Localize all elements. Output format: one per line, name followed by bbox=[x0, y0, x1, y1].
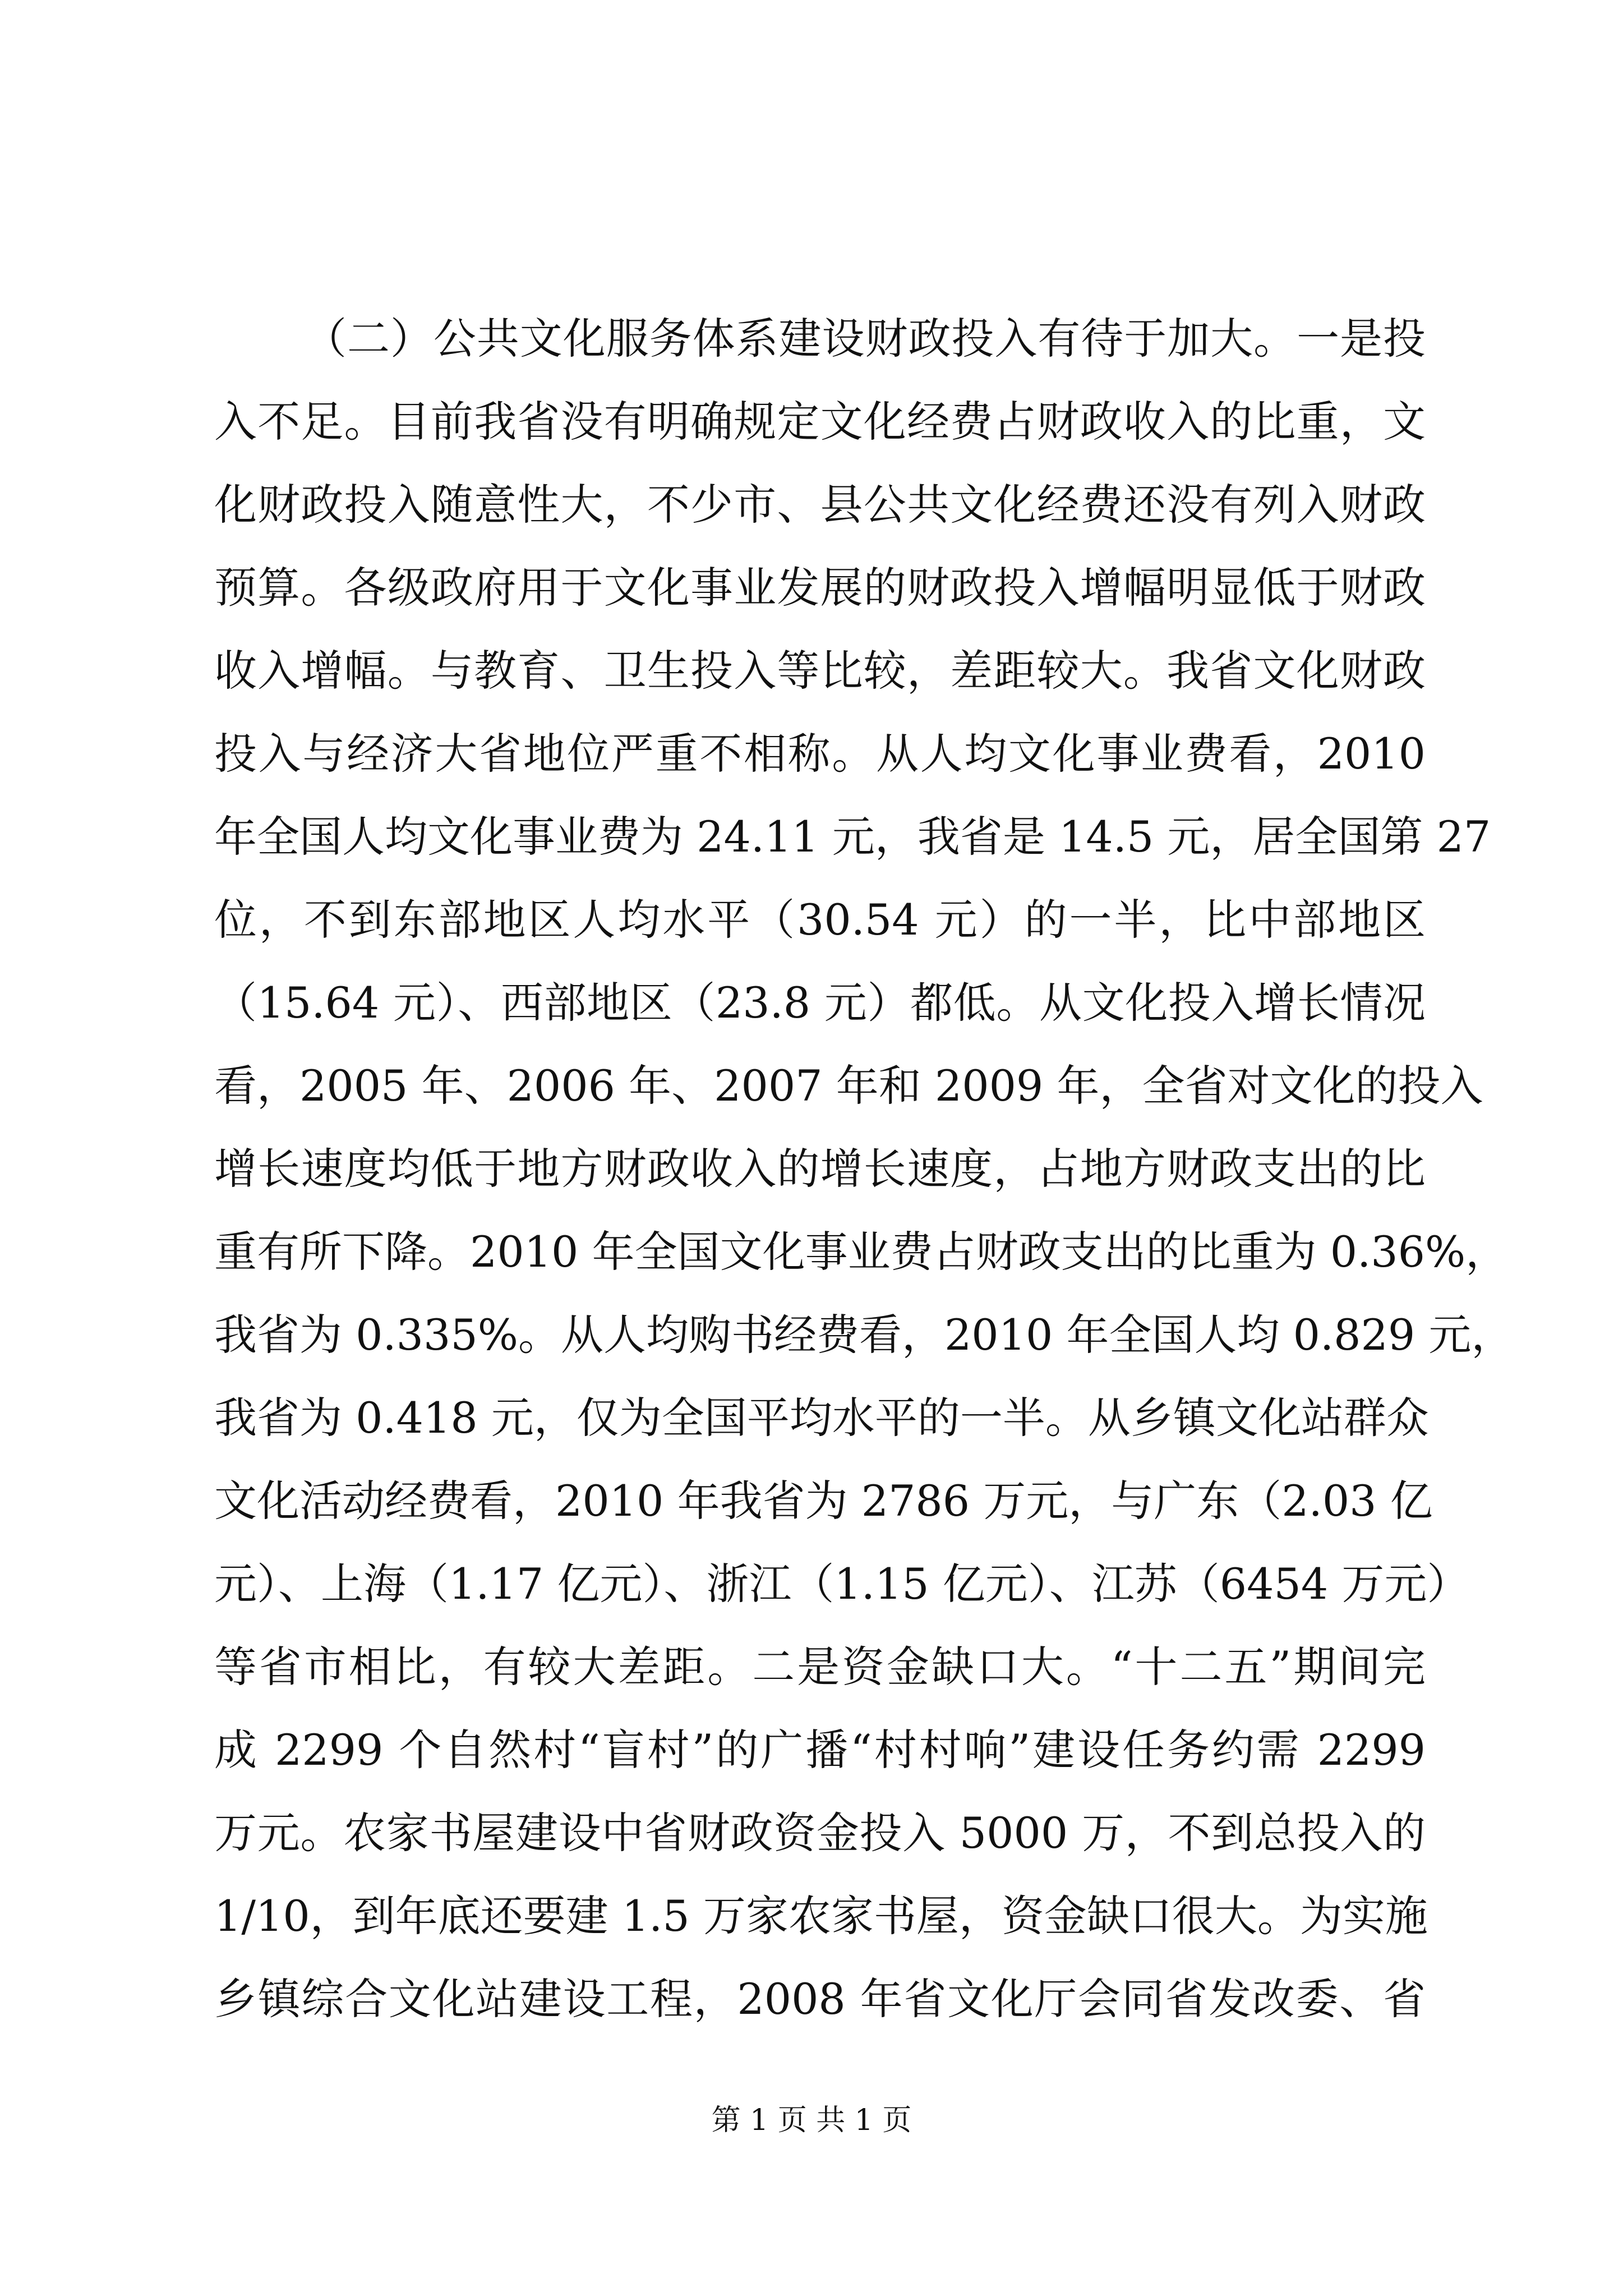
text-line: （15.64 元）、西部地区（23.8 元）都低。从文化投入增长情况 bbox=[214, 978, 1426, 1028]
text-line: 预算。各级政府用于文化事业发展的财政投入增幅明显低于财政 bbox=[214, 563, 1426, 613]
body-paragraph bbox=[214, 297, 1514, 2041]
text-line: 我省为 0.418 元，仅为全国平均水平的一半。从乡镇文化站群众 bbox=[214, 1393, 1429, 1443]
text-line: 等省市相比，有较大差距。二是资金缺口大。“十二五”期间完 bbox=[214, 1642, 1426, 1692]
text-line: 增长速度均低于地方财政收入的增长速度，占地方财政支出的比 bbox=[214, 1144, 1426, 1194]
text-line: 年全国人均文化事业费为 24.11 元，我省是 14.5 元，居全国第 27 bbox=[214, 812, 1491, 862]
text-line: 乡镇综合文化站建设工程，2008 年省文化厅会同省发改委、省 bbox=[214, 1974, 1426, 2024]
text-line: 重有所下降。2010 年全国文化事业费占财政支出的比重为 0.36%， bbox=[214, 1227, 1509, 1277]
text-line: 收入增幅。与教育、卫生投入等比较，差距较大。我省文化财政 bbox=[214, 646, 1426, 696]
text-line: 1/10，到年底还要建 1.5 万家农家书屋，资金缺口很大。为实施 bbox=[214, 1891, 1428, 1941]
text-line: 万元。农家书屋建设中省财政资金投入 5000 万，不到总投入的 bbox=[214, 1808, 1426, 1858]
text-line: 位，不到东部地区人均水平（30.54 元）的一半，比中部地区 bbox=[214, 895, 1426, 945]
text-line: 成 2299 个自然村“盲村”的广播“村村响”建设任务约需 2299 bbox=[214, 1725, 1426, 1775]
text-line: 看，2005 年、2006 年、2007 年和 2009 年，全省对文化的投入 bbox=[214, 1061, 1483, 1111]
text-line: （二）公共文化服务体系建设财政投入有待于加大。一是投 bbox=[304, 314, 1426, 364]
text-line: 入不足。目前我省没有明确规定文化经费占财政收入的比重，文 bbox=[214, 397, 1426, 447]
text-line: 投入与经济大省地位严重不相称。从人均文化事业费看，2010 bbox=[214, 729, 1426, 779]
text-line: 元）、上海（1.17 亿元）、浙江（1.15 亿元）、江苏（6454 万元） bbox=[214, 1559, 1470, 1609]
text-line: 我省为 0.335%。从人均购书经费看，2010 年全国人均 0.829 元， bbox=[214, 1310, 1514, 1360]
text-line: 文化活动经费看，2010 年我省为 2786 万元，与广东（2.03 亿 bbox=[214, 1476, 1433, 1526]
page-footer: 第 1 页 共 1 页 bbox=[711, 2104, 912, 2137]
text-line: 化财政投入随意性大，不少市、县公共文化经费还没有列入财政 bbox=[214, 480, 1426, 530]
